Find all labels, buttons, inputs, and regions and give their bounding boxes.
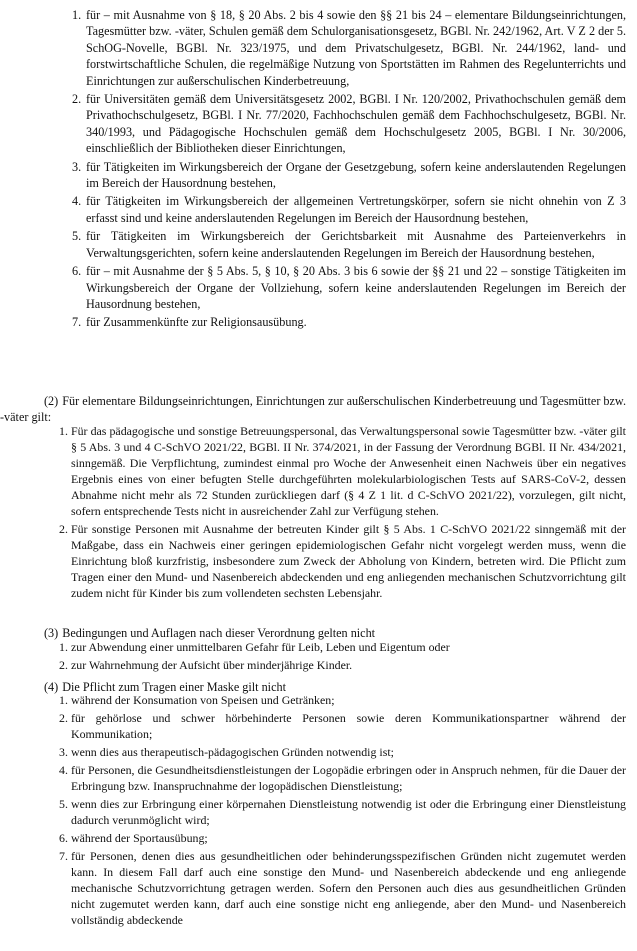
item-text: für Tätigkeiten im Wirkungsbereich der allgemeinen Vertretungskörper, sofern sie nicht ohnehin von Z 3 erfasst sind und keine anderslautenden Regelungen im Bereich der Hausordnung bestehen, (86, 194, 626, 225)
list-item (0, 423, 626, 519)
list-item (0, 710, 626, 742)
item-number: 1. (59, 424, 68, 438)
item-number: 2. (59, 711, 68, 725)
paragraph-2 (0, 393, 626, 426)
item-number: 1. (59, 693, 68, 707)
item-number: 2. (59, 658, 68, 672)
list-item (0, 692, 626, 708)
item-number: 7. (59, 849, 68, 863)
item-number: 1. (72, 8, 82, 22)
list-item (0, 744, 626, 760)
item-text: zur Wahrnehmung der Aufsicht über minderjährige Kinder. (71, 658, 353, 672)
paragraph-text: Für elementare Bildungseinrichtungen, Einrichtungen zur außerschulischen Kinderbetreuung und Tagesmütter bzw. -väter gilt: (0, 394, 626, 425)
item-text: Für das pädagogische und sonstige Betreuungspersonal, das Verwaltungspersonal sowie Tagesmütter bzw. -väter gilt § 5 Abs. 3 und 4 C-SchVO 2021/22, BGBl. II Nr. 374/2021, in der Fassung der Verordnung BGBl. II Nr. 434/2021, sinngemäß. Die Verpflichtung, zumindest einmal pro Woche der Anwesenheit einen Nachweis über ein negatives Ergebnis eines von einer befugten Stelle durchgeführten molekularbiologischen Tests auf SARS-CoV-2, dessen Abnahme nicht mehr als 72 Stunden zurückliegen darf (§ 4 Z 1 lit. d C-SchVO 2021/22), vorzulegen, gilt nicht, sofern entsprechende Tests nicht in ausreichender Zahl zur Verfügung stehen. (71, 424, 626, 518)
item-number: 5. (72, 229, 82, 244)
item-text: für gehörlose und schwer hörbehinderte Personen sowie deren Kommunikationspartner während der Kommunikation; (71, 711, 626, 741)
item-text: für Zusammenkünfte zur Religionsausübung. (86, 315, 307, 330)
item-text: zur Abwendung einer unmittelbaren Gefahr für Leib, Leben und Eigentum oder (71, 640, 450, 654)
item-text: wenn dies zur Erbringung einer körpernahen Dienstleistung notwendig ist oder die Erbringung einer Dienstleistung dadurch verunmöglicht wird; (71, 797, 626, 827)
paragraph-number: (3) (44, 626, 59, 640)
item-number: 2. (59, 522, 68, 536)
numbered-list-paragraph-1 (0, 7, 626, 333)
list-item (0, 314, 626, 330)
list-item (0, 91, 626, 157)
numbered-list-paragraph-2 (0, 423, 626, 603)
list-item (0, 639, 626, 655)
item-text: wenn dies aus therapeutisch-pädagogischen Gründen notwendig ist; (71, 745, 394, 759)
item-number: 3. (59, 745, 68, 759)
item-text: für Tätigkeiten im Wirkungsbereich der Gerichtsbarkeit mit Ausnahme des Parteienverkehrs in Verwaltungsgerichten, sofern keine anderslautenden Regelungen im Bereich der Hausordnung bestehen, (86, 229, 626, 260)
item-number: 5. (59, 797, 68, 811)
item-number: 4. (72, 194, 82, 209)
item-text: Für sonstige Personen mit Ausnahme der betreuten Kinder gilt § 5 Abs. 1 C-SchVO 2021/22 sinngemäß mit der Maßgabe, dass ein Nachweis einer geringen epidemiologischen Gefahr nicht vorgelegt werden muss, wenn die Einrichtung bloß kurzfristig, insbesondere zum Zweck der Abholung von Kindern, betreten wird. Die Pflicht zum Tragen einer den Mund- und Nasenbereich abdeckenden und eng anliegenden mechanischen Schutzvorrichtung gilt zudem nicht für Kinder bis zum vollendeten sechsten Lebensjahr. (71, 522, 626, 600)
item-text: für Universitäten gemäß dem Universitätsgesetz 2002, BGBl. I Nr. 120/2002, Privathochschulen gemäß dem Privathochschulgesetz, BGBl. I Nr. 77/2020, Fachhochschulen gemäß dem Fachhochschulgesetz, BGBl. Nr. 340/1993, und Pädagogische Hochschulen gemäß dem Hochschulgesetz 2005, BGBl. I Nr. 30/2006, einschließlich der Bibliotheken dieser Einrichtungen, (86, 92, 626, 156)
list-item (0, 796, 626, 828)
list-item (0, 657, 626, 673)
list-item (0, 7, 626, 89)
paragraph-number: (4) (44, 680, 59, 694)
item-text: während der Konsumation von Speisen und Getränken; (71, 693, 335, 707)
list-item (0, 848, 626, 928)
item-number: 6. (59, 831, 68, 845)
item-number: 1. (59, 640, 68, 654)
list-item (0, 263, 626, 312)
list-item (0, 193, 626, 226)
paragraph-number: (2) (44, 394, 59, 408)
list-item (0, 521, 626, 601)
list-item (0, 830, 626, 846)
item-text: für – mit Ausnahme der § 5 Abs. 5, § 10, § 20 Abs. 3 bis 6 sowie der §§ 21 und 22 – sonstige Tätigkeiten im Wirkungsbereich der Organe der Vollziehung, sofern keine anderslautenden Regelungen im Bereich der Hausordnung bestehen, (86, 264, 626, 311)
item-number: 7. (72, 315, 82, 330)
item-number: 2. (72, 92, 82, 107)
item-text: für Personen, denen dies aus gesundheitlichen oder behinderungsspezifischen Gründen nicht zugemutet werden kann. In diesem Fall darf auch eine sonstige den Mund- und Nasenbereich abdeckende und eng anliegende mechanische Schutzvorrichtung getragen werden. Sofern den Personen auch dies aus gesundheitlichen Gründen nicht zugemutet werden kann, darf auch eine sonstige nicht eng anliegende, aber den Mund- und Nasenbereich vollständig abdeckende (71, 849, 626, 927)
numbered-list-paragraph-3 (0, 639, 626, 675)
item-number: 3. (72, 159, 82, 174)
paragraph-text: Bedingungen und Auflagen nach dieser Verordnung gelten nicht (62, 626, 376, 640)
item-text: für – mit Ausnahme von § 18, § 20 Abs. 2 bis 4 sowie den §§ 21 bis 24 – elementare Bildungseinrichtungen, Tagesmütter bzw. -väter, Schulen gemäß dem Schulorganisationsgesetz, BGBl. Nr. 242/1962, Art. V Z 2 der 5. SchOG-Novelle, BGBl. Nr. 323/1975, und dem Privatschulgesetz, BGBl. Nr. 244/1962, land- und forstwirtschaftliche Schulen, die regelmäßige Nutzung von Sportstätten im Rahmen des Regelunterrichts und Einrichtungen zur außerschulischen Kinderbetreuung, (86, 8, 626, 88)
list-item (0, 159, 626, 192)
item-text: während der Sportausübung; (71, 831, 208, 845)
paragraph-text: Die Pflicht zum Tragen einer Maske gilt nicht (62, 680, 286, 694)
numbered-list-paragraph-4 (0, 692, 626, 930)
item-text: für Tätigkeiten im Wirkungsbereich der Organe der Gesetzgebung, sofern keine anderslautenden Regelungen im Bereich der Hausordnung bestehen, (86, 159, 626, 191)
item-number: 6. (72, 264, 82, 279)
list-item (0, 228, 626, 261)
item-number: 4. (59, 763, 68, 777)
item-text: für Personen, die Gesundheitsdienstleistungen der Logopädie erbringen oder in Anspruch nehmen, für die Dauer der Erbringung bzw. Inanspruchnahme der logopädischen Dienstleistung; (71, 763, 626, 793)
list-item (0, 762, 626, 794)
